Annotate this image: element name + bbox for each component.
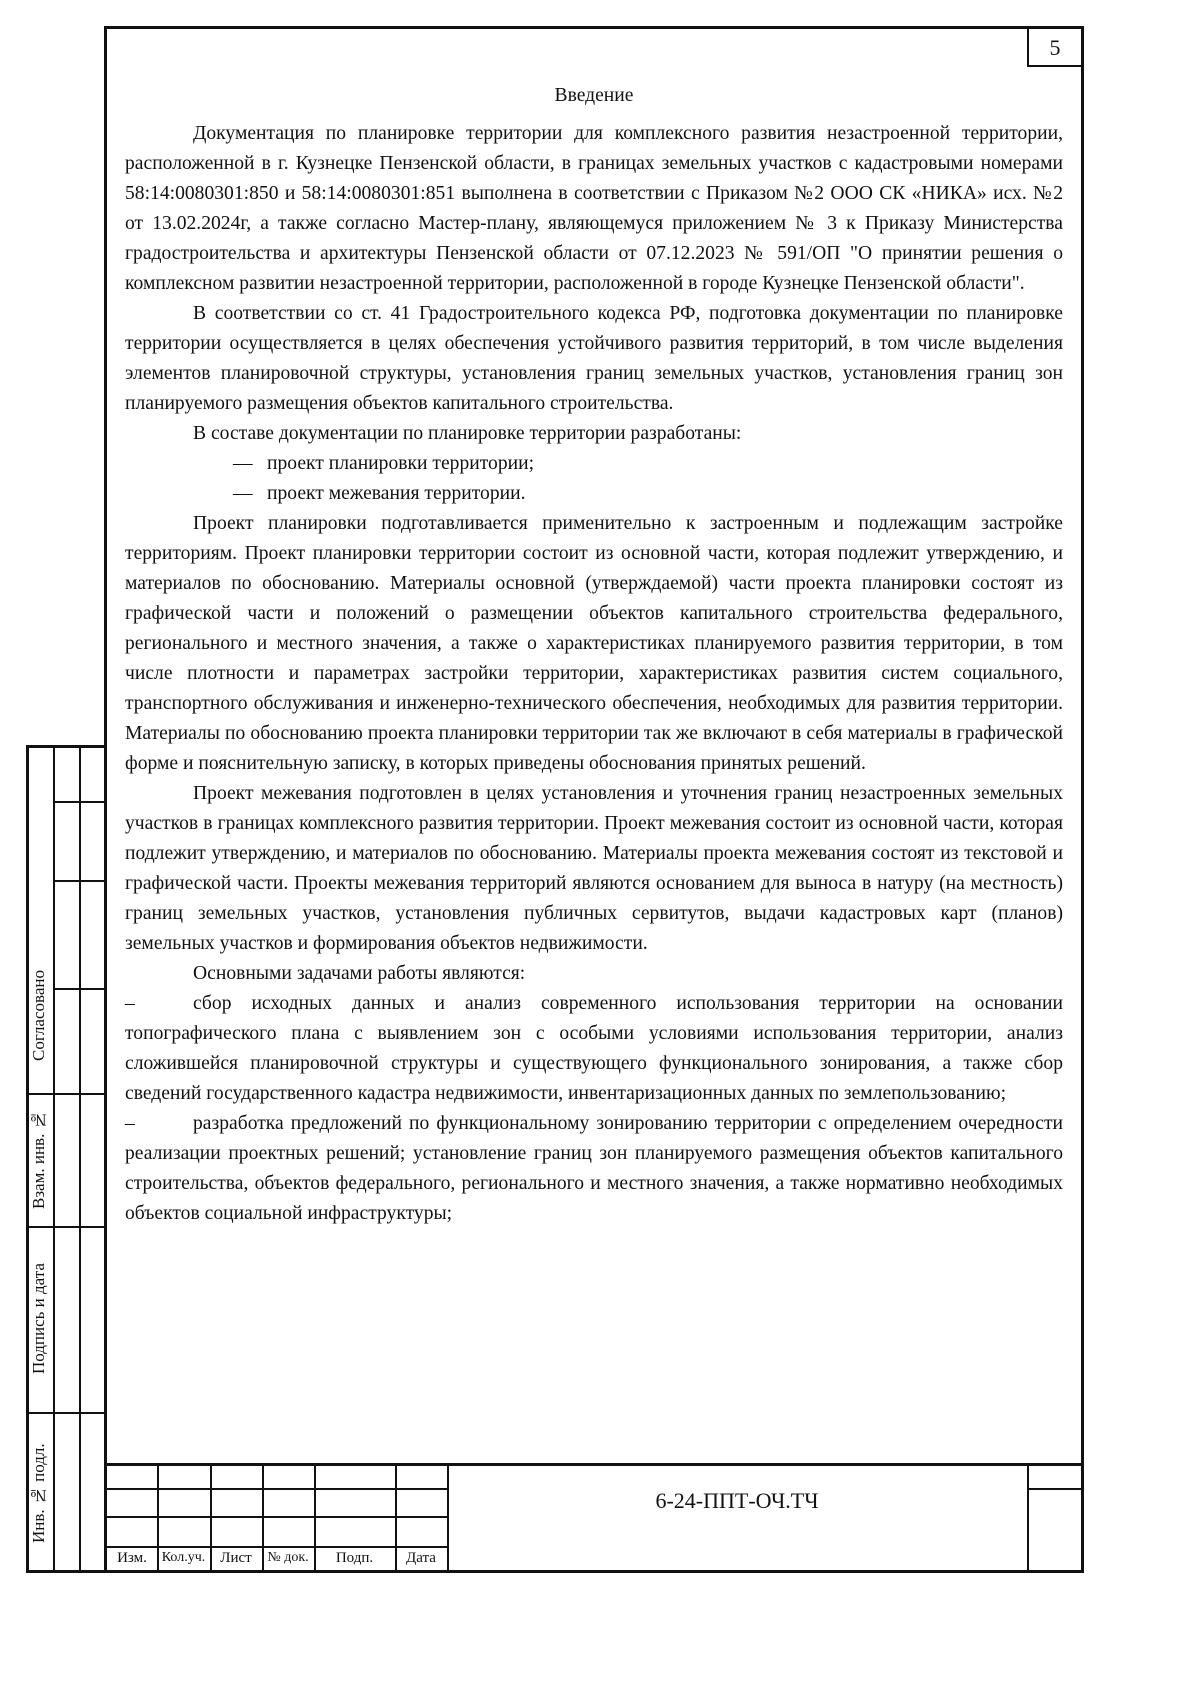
title-block (107, 1463, 1081, 1570)
section-title: Введение (554, 85, 634, 106)
header-date: Дата (406, 1550, 436, 1566)
side-stamp-divider (55, 801, 107, 803)
inv-podl-label: Инв. № подл. (29, 1443, 48, 1543)
paragraph-3: В составе документации по планировке территории разработаны: (193, 423, 742, 444)
signature-date-label: Подпись и дата (29, 1263, 48, 1375)
side-stamp-divider (29, 1412, 107, 1414)
title-block-col-line (1027, 1466, 1029, 1570)
page-number: 5 (1027, 29, 1081, 67)
list-item-text: проект планировки территории; (267, 453, 535, 474)
task-item (125, 1109, 1063, 1229)
side-stamp (26, 745, 104, 1573)
list-item (125, 449, 1063, 479)
side-stamp-divider (55, 988, 107, 990)
header-list: Лист (220, 1550, 252, 1566)
paragraph-5: Проект межевания подготовлен в целях установления и уточнения границ незастроенных земельных участков в границах комплексного развития территории. Проект межевания состоит из основной части, которая подлежит утверждению, и материалов по обоснованию. Материалы проекта межевания состоят из текстовой и графической части. Проекты межевания территорий являются основанием для выноса в натуру (на местность) границ земельных участков, установления публичных сервитутов, выдачи кадастровых карт (планов) земельных участков и формирования объектов недвижимости. (125, 783, 1063, 954)
title-block-row-line (1027, 1488, 1081, 1490)
header-izm: Изм. (117, 1550, 147, 1566)
task-dash: – (125, 1113, 135, 1134)
side-stamp-divider (29, 1093, 107, 1095)
side-stamp-divider (29, 1226, 107, 1228)
paragraph-1: Документация по планировке территории для комплексного развития незастроенной территории, расположенной в г. Кузнецке Пензенской области, в границах земельных участков с кадастровыми номерами 58:14:0080301:850 и 58:14:0080301:851 выполнена в соответствии с Приказом №2 ООО СК «НИКА» исх. №2 от 13.02.2024г, а также согласно Мастер-плану, являющемуся приложением № 3 к Приказу Министерства градостроительства и архитектуры Пензенской области от 07.12.2023 № 591/ОП "О принятии решения о комплексном развитии незастроенной территории, расположенной в городе Кузнецке Пензенской области". (125, 123, 1063, 294)
list-item (125, 479, 1063, 509)
paragraph-4: Проект планировки подготавливается применительно к застроенным и подлежащим застройке территориям. Проект планировки территории состоит из основной части, которая подлежит утверждению, и материалов по обоснованию. Материалы основной (утверждаемой) части проекта планировки состоят из графической части и положений о размещении объектов капитального строительства федерального, регионального и местного значения, а также о характеристиках планируемого развития территории, в том числе плотности и параметрах застройки территории, характеристиках развития систем социального, транспортного обслуживания и инженерно-технического обеспечения, необходимых для развития территории. Материалы по обоснованию проекта планировки территории так же включают в себя материалы в графической форме и пояснительную записку, в которых приведены обоснования принятых решений. (125, 513, 1063, 774)
task-dash: – (125, 993, 135, 1014)
list-dash: — (233, 483, 253, 504)
task-item (125, 989, 1063, 1109)
document-body (125, 81, 1063, 1229)
task-item-text: сбор исходных данных и анализ современного использования территории на основании топографического плана с выявлением зон с особыми условиями использования территории, анализ сложившейся планировочной структуры и существующего функционального зонирования, а также сбор сведений государственного кадастра недвижимости, инвентаризационных данных по землепользованию; (125, 993, 1063, 1104)
header-koluch: Кол.уч. (161, 1550, 206, 1565)
header-signature: Подп. (335, 1550, 374, 1566)
drawing-frame (104, 26, 1084, 1573)
header-doc-number: № док. (267, 1550, 309, 1565)
side-stamp-divider (55, 880, 107, 882)
list-item-text: проект межевания территории. (267, 483, 526, 504)
side-stamp-column (55, 748, 81, 1570)
document-code: 6-24-ППТ-ОЧ.ТЧ (655, 1488, 819, 1513)
list-dash: — (233, 453, 253, 474)
paragraph-2: В соответствии со ст. 41 Градостроительного кодекса РФ, подготовка документации по планировке территории осуществляется в целях обеспечения устойчивого развития территорий, в том числе выделения элементов планировочной структуры, установления границ земельных участков, установления границ зон планируемого размещения объектов капитального строительства. (125, 303, 1063, 414)
vzam-inv-label: Взам. инв. № (29, 1110, 48, 1210)
task-item-text: разработка предложений по функциональному зонированию территории с определением очередности реализации проектных решений; установление границ зон планируемого размещения объектов капитального строительства, объектов федерального, регионального и местного значения, а также нормативно необходимых объектов социальной инфраструктуры; (125, 1113, 1063, 1224)
agreed-label: Согласовано (29, 970, 48, 1061)
paragraph-6: Основными задачами работы являются: (193, 963, 526, 984)
